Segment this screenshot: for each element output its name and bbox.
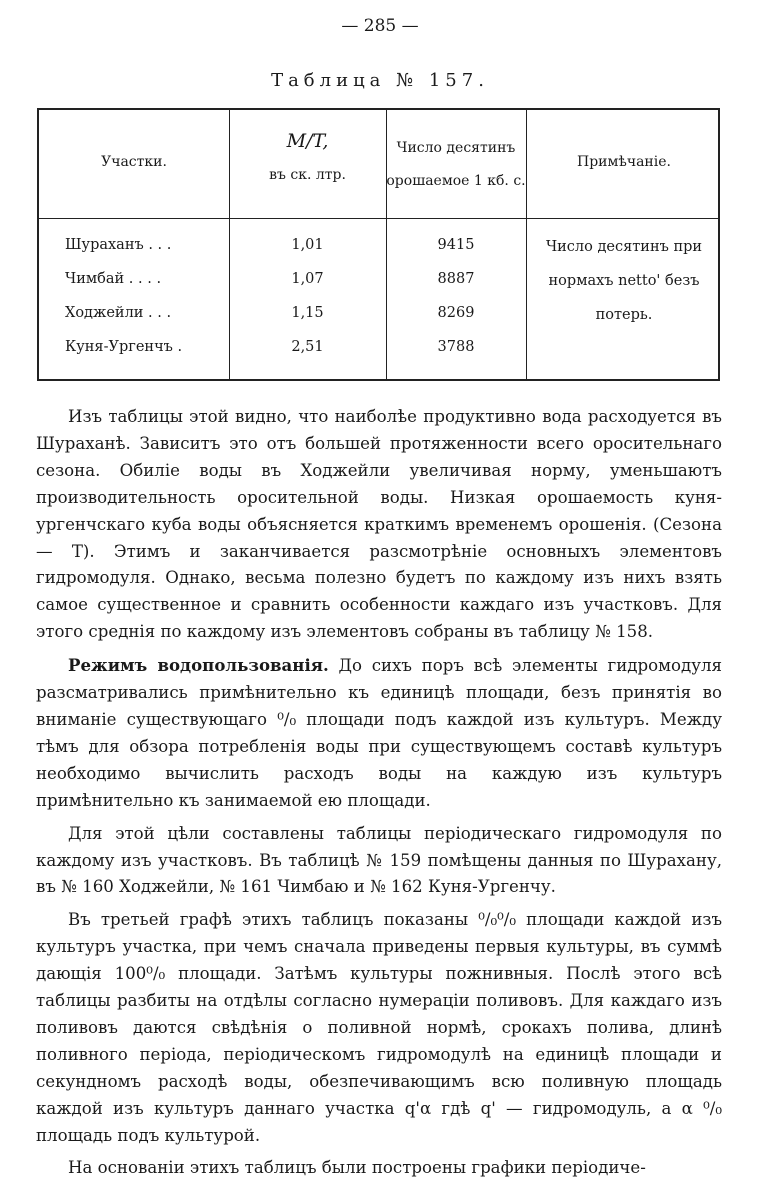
paragraph bbox=[36, 652, 722, 814]
paragraph-text: На основаніи этихъ таблицъ были построены графики періодиче- bbox=[68, 1158, 646, 1178]
paragraph-text: Для этой цѣли составлены таблицы періодическаго гидромодуля по каждому изъ участковъ. Въ таблицѣ № 159 помѣщены данныя по Шурахану, въ № 160 Ходжейли, № 161 Чимбаю и № 162 Куня-Ургенчу. bbox=[36, 823, 722, 897]
header-note: Примѣчаніе. bbox=[577, 154, 671, 170]
table-row bbox=[39, 262, 526, 296]
header-count bbox=[386, 140, 526, 190]
cell-count: 8887 bbox=[437, 271, 475, 287]
table-row bbox=[39, 296, 526, 330]
cell-mt: 1,07 bbox=[291, 271, 324, 287]
cell-section: Куня-Ургенчъ . bbox=[65, 339, 183, 355]
table-caption: Таблица № 157. bbox=[271, 70, 489, 91]
note-cell bbox=[526, 230, 722, 332]
header-mt bbox=[229, 130, 386, 184]
cell-count: 8269 bbox=[437, 305, 475, 321]
header-mt-unit: въ ск. лтр. bbox=[269, 166, 346, 183]
header-divider bbox=[39, 218, 718, 219]
header-section: Участки. bbox=[101, 154, 167, 170]
data-table bbox=[37, 108, 720, 381]
note-line: Число десятинъ при bbox=[545, 239, 703, 255]
header-count-line2: орошаемое 1 кб. с. bbox=[386, 172, 526, 189]
body-text bbox=[36, 404, 722, 1182]
cell-count: 9415 bbox=[437, 237, 475, 253]
cell-count: 3788 bbox=[437, 339, 475, 355]
paragraph bbox=[36, 907, 722, 1149]
cell-mt: 1,01 bbox=[291, 237, 324, 253]
paragraph bbox=[36, 821, 722, 902]
paragraph bbox=[36, 1155, 722, 1182]
note-line: потерь. bbox=[595, 307, 653, 323]
page-number: — 285 — bbox=[341, 16, 419, 36]
cell-section: Шураханъ . . . bbox=[65, 237, 172, 253]
cell-mt: 1,15 bbox=[291, 305, 324, 321]
paragraph-text: Въ третьей графѣ этихъ таблицъ показаны ⁰/₀⁰/₀ площади каждой изъ культуръ участка, при чемъ сначала приведены первыя культуры, въ суммѣ дающія 100⁰/₀ площади. Затѣмъ культуры пожнивныя. Послѣ этого всѣ таблицы разбиты на отдѣлы согласно нумераціи поливовъ. Для каждаго изъ поливовъ даются свѣдѣнія о поливной нормѣ, срокахъ полива, длинѣ поливного періода, періодическомъ гидромодулѣ на единицѣ площади и секундномъ расходѣ воды, обезпечивающимъ всю поливную площадь каждой изъ культуръ даннаго участка q'α гдѣ q' — гидромодуль, а α ⁰/₀ площадь подъ культурой. bbox=[36, 910, 722, 1145]
header-mt-symbol: M/T, bbox=[286, 130, 329, 152]
paragraph bbox=[36, 404, 722, 646]
paragraph-text: До сихъ поръ всѣ элементы гидромодуля разсматривались примѣнительно къ единицѣ площади, безъ принятія во вниманіе существующаго ⁰/₀ площади подъ каждой изъ культуръ. Между тѣмъ для обзора потребленія воды при существующемъ составѣ культуръ необходимо вычислить расходъ воды на каждую изъ культуръ примѣнительно къ занимаемой ею площади. bbox=[36, 656, 722, 810]
cell-mt: 2,51 bbox=[291, 339, 324, 355]
paragraph-text: Изъ таблицы этой видно, что наиболѣе продуктивно вода расходуется въ Шураханѣ. Зависитъ это отъ большей протяженности всего оросительнаго сезона. Обиліе воды въ Ходжейли увеличивая норму, уменьшаютъ производительность оросительной воды. Низкая орошаемость куня-ургенчскаго куба воды объясняется краткимъ временемъ орошенія. (Сезона — T). Этимъ и заканчивается разсмотрѣніе основныхъ элементовъ гидромодуля. Однако, весьма полезно будетъ по каждому изъ нихъ взять самое существенное и сравнить особенности каждаго изъ участковъ. Для этого среднія по каждому изъ элементовъ собраны въ таблицу № 158. bbox=[36, 407, 722, 642]
paragraph-lead: Режимъ водопользованія. bbox=[68, 655, 329, 676]
table-row bbox=[39, 330, 526, 364]
header-count-line1: Число десятинъ bbox=[396, 140, 516, 156]
note-line: нормахъ netto' безъ bbox=[548, 273, 700, 289]
cell-section: Ходжейли . . . bbox=[65, 305, 172, 321]
table-row bbox=[39, 228, 526, 262]
cell-section: Чимбай . . . . bbox=[65, 271, 162, 287]
